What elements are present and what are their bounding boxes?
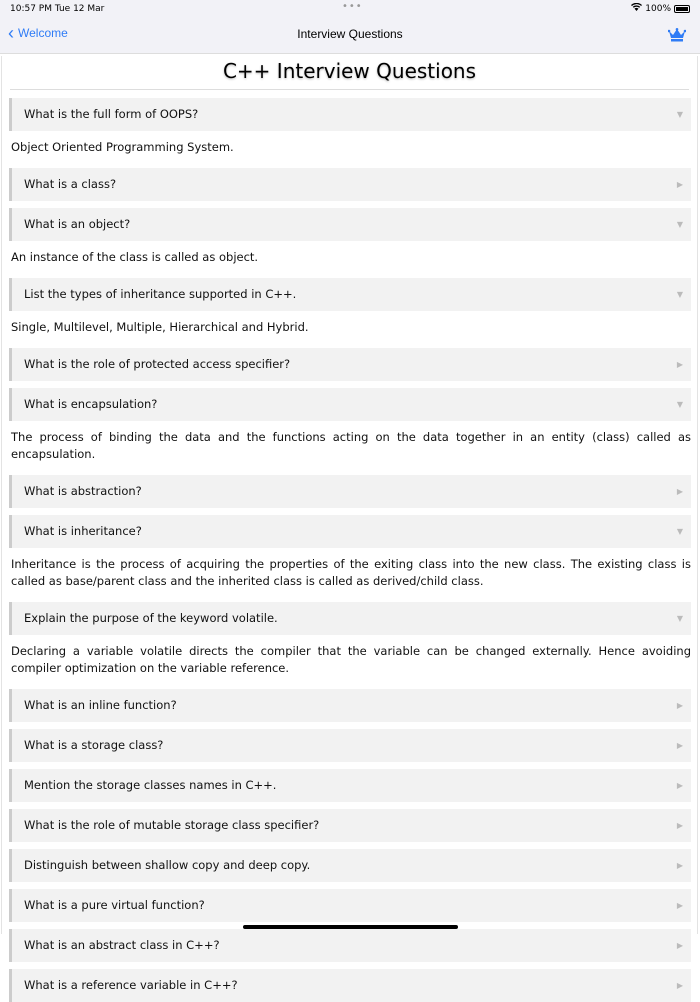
question-text: What is the full form of OOPS? [24,107,199,121]
question-row[interactable] [9,849,691,882]
question-text: What is a class? [24,177,117,191]
question-text: What is the role of protected access specifier? [24,357,291,371]
question-row[interactable] [9,889,691,922]
status-time: 10:57 PM Tue 12 Mar [10,4,105,14]
answer-text: Inheritance is the process of acquiring the properties of the exiting class into the new class. The existing class is called as base/parent class and the inherited class is called as derived/child class. [11,557,691,588]
home-indicator[interactable] [243,925,458,929]
question-row[interactable] [9,348,691,381]
caret-right-icon: ▶ [676,701,683,710]
question-text: What is abstraction? [24,484,142,498]
question-text: Mention the storage classes names in C++. [24,778,277,792]
question-row[interactable] [9,769,691,802]
question-row[interactable] [9,729,691,762]
answer-text: Object Oriented Programming System. [11,140,234,154]
caret-right-icon: ▶ [676,487,683,496]
answer-text: Single, Multilevel, Multiple, Hierarchical and Hybrid. [11,320,309,334]
question-text: What is inheritance? [24,524,142,538]
caret-right-icon: ▶ [676,941,683,950]
caret-right-icon: ▶ [676,180,683,189]
wifi-icon [631,3,642,14]
multitask-dots-icon[interactable]: ••• [342,1,363,12]
question-text: What is a pure virtual function? [24,898,205,912]
question-row[interactable] [9,475,691,508]
battery-percent: 100% [645,3,671,14]
nav-title: Interview Questions [297,27,403,41]
caret-right-icon: ▶ [676,781,683,790]
question-row[interactable] [9,98,691,131]
question-row[interactable] [9,278,691,311]
caret-right-icon: ▶ [676,360,683,369]
answer-text: An instance of the class is called as object. [11,250,259,264]
question-row[interactable] [9,168,691,201]
question-text: Explain the purpose of the keyword volatile. [24,611,278,625]
caret-right-icon: ▶ [676,821,683,830]
question-text: What is a reference variable in C++? [24,978,238,992]
answer-text: Declaring a variable volatile directs the compiler that the variable can be changed externally. Hence avoiding compiler optimization on the variable reference. [11,644,691,675]
page-title: C++ Interview Questions [10,56,689,90]
question-text: What is an inline function? [24,698,177,712]
question-row[interactable] [9,969,691,1002]
question-text: What is an object? [24,217,131,231]
caret-down-icon: ▼ [676,527,683,536]
caret-right-icon: ▶ [676,861,683,870]
question-text: What is an abstract class in C++? [24,938,220,952]
chevron-left-icon: ‹ [8,23,14,43]
content-area[interactable] [1,56,698,992]
question-row[interactable] [9,602,691,635]
caret-down-icon: ▼ [676,290,683,299]
caret-down-icon: ▼ [676,400,683,409]
caret-down-icon: ▼ [676,614,683,623]
navigation-bar [0,18,700,54]
caret-right-icon: ▶ [676,981,683,990]
caret-down-icon: ▼ [676,110,683,119]
crown-icon[interactable] [668,27,686,46]
caret-down-icon: ▼ [676,220,683,229]
question-row[interactable] [9,689,691,722]
answer-text: The process of binding the data and the functions acting on the data together in an entity (class) called as encapsulation. [11,430,691,461]
caret-right-icon: ▶ [676,741,683,750]
question-text: What is the role of mutable storage class specifier? [24,818,320,832]
question-list [2,90,697,1002]
question-text: Distinguish between shallow copy and deep copy. [24,858,311,872]
question-text: What is encapsulation? [24,397,158,411]
back-label: Welcome [18,26,68,40]
question-text: What is a storage class? [24,738,164,752]
battery-icon [674,5,690,13]
question-row[interactable] [9,208,691,241]
status-bar [0,0,700,18]
caret-right-icon: ▶ [676,901,683,910]
question-row[interactable] [9,515,691,548]
question-row[interactable] [9,388,691,421]
question-row[interactable] [9,809,691,842]
question-text: List the types of inheritance supported in C++. [24,287,297,301]
